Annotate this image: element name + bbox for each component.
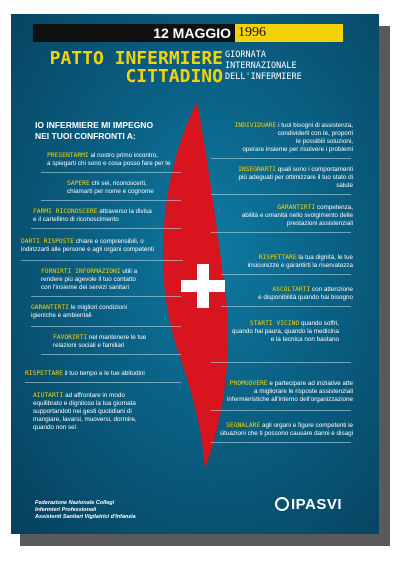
divider [25,382,181,383]
divider [211,362,351,363]
divider [221,274,351,275]
divider [31,326,181,327]
commitment-right-2: INSEGNARTI quali sono i comportamenti più adeguati per ottimizzare il tuo stato di salute [238,166,353,189]
divider [211,232,351,233]
commitment-left-4: DARTI RISPOSTE chiare e comprensibili, o indirizzarti alle persone e agli organi competenti [21,238,155,253]
commitment-left-6: GARANTIRTI le migliori condizioni igieniche e ambientali [31,304,128,319]
commitment-left-8: RISPETTARE il tuo tempo e le tue abitudini [25,370,145,377]
divider [31,296,181,297]
divider [211,442,351,443]
keyword: PRESENTARMI [47,152,89,159]
commitment-left-9: AIUTARTI ad affrontare in modo equilibrato e dignitoso la tua giornata supportandoti nei gesti quotidiani di mangiare, lavarsi, muoversi, dormire, quando non sei [33,392,137,431]
commitment-left-3: FARMI RICONOSCERE attraverso la divisa e il cartellino di riconoscimento [33,208,152,223]
commitment-left-5: FORNIRTI INFORMAZIONI utili a rendere più agevole il tuo contatto con l'insieme dei servizi sanitari [41,268,138,291]
ipasvi-logo: IPASVI [275,496,342,513]
intro-line-1: IO INFERMIERE MI IMPEGNO [35,120,154,130]
federation-credit: Federazione Nazionale Collegi Infermieri Professionali Assistenti Sanitari Vigilatrici d'Infanzia [35,500,136,520]
divider [41,200,181,201]
divider [41,172,181,173]
subtitle-line-3: DELL'INFERMIERE [225,72,302,82]
divider [41,354,181,355]
commitment-right-3: GARANTIRTI competenza, abilità e umanità nello svolgimento delle prestazioni assistenziali [241,204,353,227]
commitment-right-1: INDIVIDUARE i tuoi bisogni di assistenza, condividerli con te, proporti le possibili soluzioni, operare insieme per risolvere i problemi [234,122,353,153]
commitment-right-8: SEGNALARE agli organi e figure competenti le situazioni che ti possono causare danni e disagi [219,422,353,437]
intro-heading [35,120,153,142]
title-line-1: PATTO INFERMIERE [49,48,223,69]
commitment-right-5: ASCOLTARTI con attenzione e disponibilità quando hai bisogno [258,286,353,301]
commitment-left-2: SAPERE chi sei, riconoscerti, chiamarti per nome e cognome [67,180,154,195]
subtitle-line-2: INTERNAZIONALE [225,61,297,71]
date-label: 12 MAGGIO [33,24,235,42]
commitment-right-7: PROMUOVERE e partecipare ad iniziative atte a migliorare le risposte assistenziali infermieristiche all'interno dell'organizzazione [227,380,353,403]
commitment-right-6: STARTI VICINO quando soffri, quando hai paura, quando la medicina e la tecnica non bastano [231,320,339,343]
divider [211,194,351,195]
poster [11,14,379,534]
divider [31,228,181,229]
intro-line-2: NEI TUOI CONFRONTI A: [35,131,136,141]
commitment-left-7: FAVORIRTI nel mantenere le tue relazioni sociali e familiari [53,334,147,349]
divider [21,260,183,261]
divider [211,158,351,159]
divider [221,306,351,307]
subtitle-line-1: GIORNATA [225,50,266,60]
year-label: 1996 [235,24,343,42]
commitment-right-4: RISPETTARE la tua dignità, le tue insicurezze e garantirti la riservatezza [247,254,353,269]
ipasvi-emblem-icon [275,497,289,511]
divider [211,410,351,411]
title-line-2: CITTADINO [125,66,223,87]
commitment-left-1: PRESENTARMI al nostro primo incontro, a spiegarti chi sono e cosa posso fare per te [47,152,171,167]
